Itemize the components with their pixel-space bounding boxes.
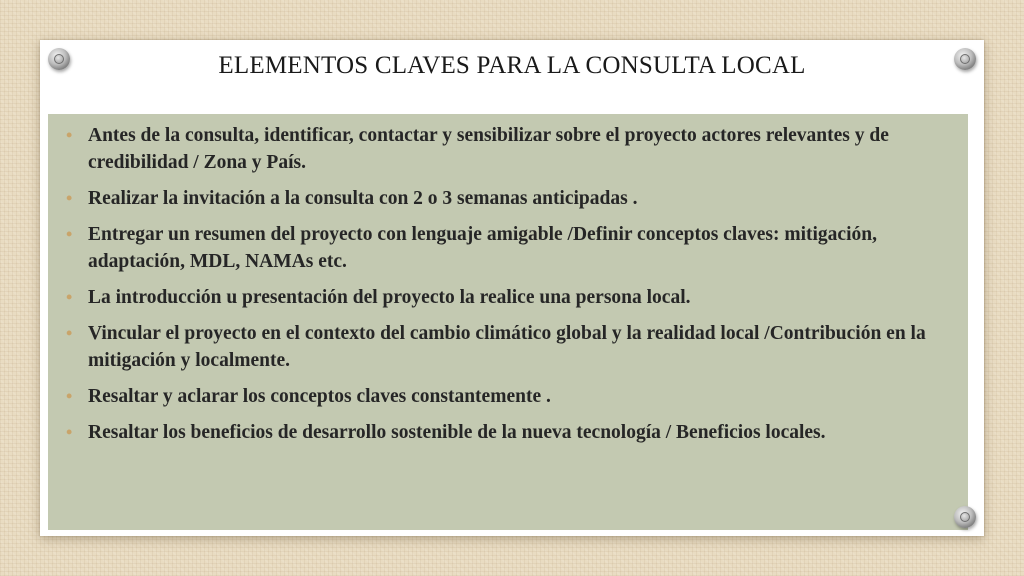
- bullet-dot-icon: •: [66, 125, 73, 145]
- bullet-dot-icon: •: [66, 188, 73, 208]
- pushpin-icon: [954, 48, 976, 70]
- bullet-text: Antes de la consulta, identificar, contactar y sensibilizar sobre el proyecto actores relevantes y de credibilidad / Zona y País.: [88, 125, 889, 173]
- bullet-list: [66, 122, 952, 446]
- bullet-item: [66, 122, 952, 176]
- bullet-item: [66, 419, 952, 446]
- slide-title: ELEMENTOS CLAVES PARA LA CONSULTA LOCAL: [218, 52, 806, 79]
- bullet-dot-icon: •: [66, 386, 73, 406]
- bullet-item: [66, 221, 952, 275]
- bullet-text: La introducción u presentación del proyecto la realice una persona local.: [88, 287, 691, 308]
- bullet-dot-icon: •: [66, 422, 73, 442]
- bullet-dot-icon: •: [66, 323, 73, 343]
- pushpin-icon: [954, 506, 976, 528]
- bullet-text: Vincular el proyecto en el contexto del cambio climático global y la realidad local /Contribución en la mitigación y localmente.: [88, 323, 926, 371]
- bullet-text: Entregar un resumen del proyecto con lenguaje amigable /Definir conceptos claves: mitigación, adaptación, MDL, NAMAs etc.: [88, 224, 877, 272]
- bullet-dot-icon: •: [66, 287, 73, 307]
- bullet-dot-icon: •: [66, 224, 73, 244]
- slide-card: [40, 40, 984, 536]
- bullet-item: [66, 284, 952, 311]
- bullet-item: [66, 320, 952, 374]
- bullet-text: Resaltar y aclarar los conceptos claves constantemente .: [88, 386, 551, 407]
- bullet-item: [66, 383, 952, 410]
- content-panel: [48, 114, 968, 530]
- pushpin-icon: [48, 48, 70, 70]
- bullet-item: [66, 185, 952, 212]
- bullet-text: Resaltar los beneficios de desarrollo sostenible de la nueva tecnología / Beneficios locales.: [88, 422, 826, 443]
- bullet-text: Realizar la invitación a la consulta con 2 o 3 semanas anticipadas .: [88, 188, 638, 209]
